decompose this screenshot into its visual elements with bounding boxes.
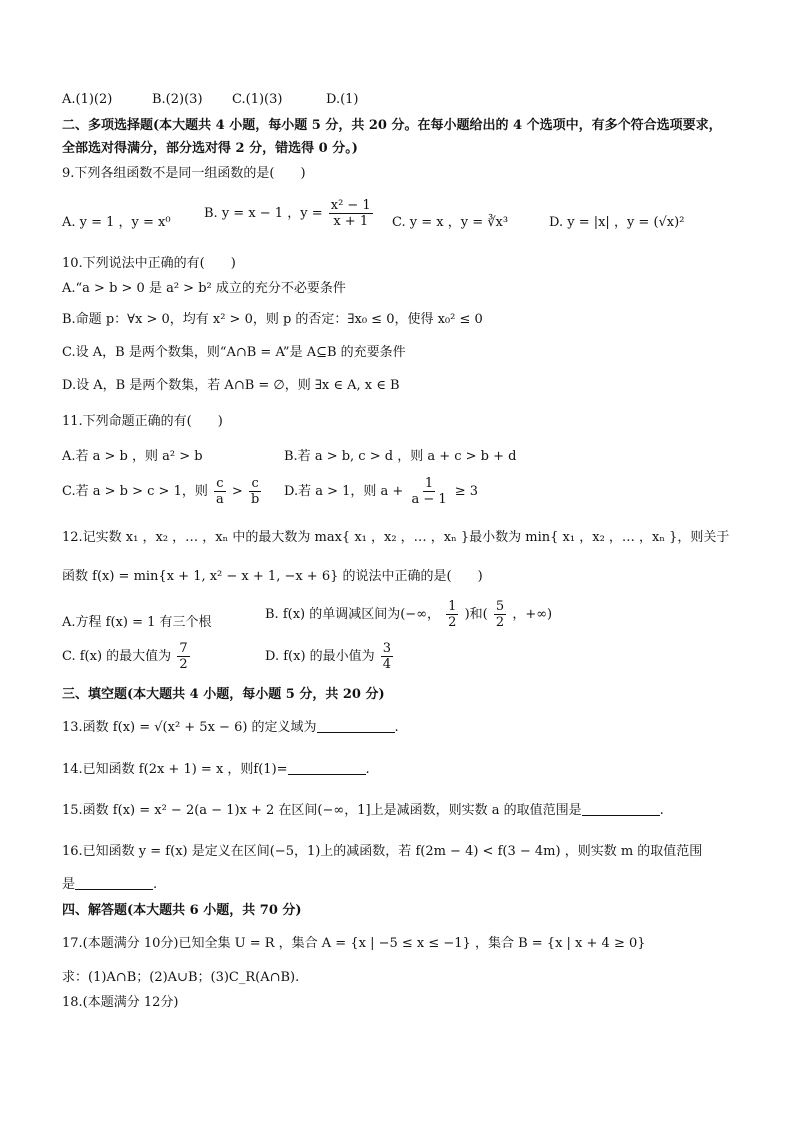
q13-text: 13.函数 f(x) = √(x² + 5x − 6) 的定义域为 [62, 720, 317, 735]
q12-d-prefix: D. f(x) 的最小值为 [265, 649, 375, 664]
q11-c-frac2-den: b [250, 492, 260, 507]
q16-line2 [62, 876, 157, 894]
q8-option-c: C.(1)(3) [232, 92, 283, 107]
q9-option-b [204, 198, 375, 229]
q12-c-num: 7 [179, 641, 188, 656]
q16-answer-blank[interactable] [75, 877, 153, 890]
q15-answer-blank[interactable] [582, 803, 660, 816]
q12-d-den: 4 [382, 657, 392, 672]
q9-b-denominator: x + 1 [333, 214, 369, 229]
q11-option-d [284, 476, 478, 507]
q10-option-b: B.命题 p：∀x > 0，均有 x² > 0，则 p 的否定：∃x₀ ≤ 0，使得 x₀² ≤ 0 [62, 312, 483, 327]
q12-stem-line2: 函数 f(x) = min{x + 1, x² − x + 1, −x + 6} 的说法中正确的是( ) [62, 569, 483, 584]
q12-b-frac2-den: 2 [495, 615, 505, 630]
q12-option-c [62, 641, 192, 672]
q9-b-numerator: x² − 1 [330, 198, 371, 213]
q8-option-b: B.(2)(3) [152, 92, 203, 107]
q11-option-b: B.若 a > b, c > d ，则 a + c > b + d [284, 449, 517, 464]
q11-option-c-prefix: C.若 a > b > c > 1，则 [62, 484, 208, 499]
q11-d-fraction [409, 476, 448, 507]
section2-title-line2: 全部选对得满分，部分选对得 2 分，错选得 0 分。) [62, 141, 358, 156]
q9-option-c: C. y = x ，y = ∛x³ [392, 215, 509, 230]
q11-d-num: 1 [424, 476, 434, 491]
q12-b-frac1-num: 1 [448, 599, 457, 614]
q11-option-d-prefix: D.若 a > 1，则 a + [284, 484, 404, 499]
q14-text: 14.已知函数 f(2x + 1) = x ，则f(1)= [62, 762, 288, 777]
q9-option-b-fraction [329, 198, 373, 229]
q14-end: . [365, 762, 370, 777]
q11-c-fraction-1 [214, 476, 226, 507]
q10-stem: 10.下列说法中正确的有( ) [62, 256, 236, 271]
q15 [62, 802, 664, 820]
q15-end: . [659, 803, 664, 818]
q11-c-relation: > [231, 484, 243, 499]
q9-stem: 9.下列各组函数不是同一组函数的是( ) [62, 166, 306, 181]
q10-option-a: A.“a > b > 0 是 a² > b² 成立的充分不必要条件 [62, 281, 346, 296]
q12-option-b [265, 599, 552, 630]
section4-title: 四、解答题(本大题共 6 小题，共 70 分) [62, 903, 302, 918]
q12-option-d [265, 641, 395, 672]
q12-c-fraction [177, 641, 189, 672]
q8-option-a: A.(1)(2) [62, 92, 113, 107]
q11-c-frac1-num: c [216, 476, 224, 491]
q12-c-prefix: C. f(x) 的最大值为 [62, 649, 172, 664]
section3-title: 三、填空题(本大题共 4 小题，每小题 5 分，共 20 分) [62, 687, 385, 702]
q12-b-fraction-2 [494, 599, 506, 630]
q10-option-c: C.设 A，B 是两个数集，则“A∩B = A”是 A⊆B 的充要条件 [62, 345, 406, 360]
q11-c-frac1-den: a [216, 492, 224, 507]
q12-b-mid: )和( [464, 607, 488, 622]
q12-b-fraction-1 [446, 599, 458, 630]
q13 [62, 719, 399, 737]
q8-option-d: D.(1) [326, 92, 359, 107]
q11-d-suffix: ≥ 3 [454, 484, 479, 499]
q11-c-frac2-num: c [251, 476, 259, 491]
q16-line2-text: 是 [62, 877, 76, 892]
q11-c-fraction-2 [249, 476, 261, 507]
q11-stem: 11.下列命题正确的有( ) [62, 414, 223, 429]
q12-b-prefix: B. f(x) 的单调减区间为(−∞， [265, 607, 441, 622]
q12-c-den: 2 [179, 657, 188, 672]
q12-option-a: A.方程 f(x) = 1 有三个根 [62, 615, 212, 630]
q12-d-fraction [381, 641, 393, 672]
q12-stem-line1: 12.记实数 x₁ ，x₂ ，… ，xₙ 中的最大数为 max{ x₁ ，x₂ ，… ，xₙ }最小数为 min{ x₁ ，x₂ ，… ，xₙ }，则关于 [62, 530, 730, 545]
q13-answer-blank[interactable] [317, 720, 395, 733]
q16-line1: 16.已知函数 y = f(x) 是定义在区间(−5，1)上的减函数，若 f(2m − 4) < f(3 − 4m) ，则实数 m 的取值范围 [62, 844, 703, 859]
q9-option-b-prefix: B. y = x − 1 ，y = [204, 206, 323, 221]
q10-option-d: D.设 A，B 是两个数集，若 A∩B = ∅，则 ∃x ∈ A, x ∈ B [62, 378, 400, 393]
q14-answer-blank[interactable] [288, 762, 366, 775]
q11-d-den: a − 1 [411, 492, 447, 507]
q17-line2: 求：(1)A∩B；(2)A∪B；(3)C_R(A∩B). [62, 970, 300, 985]
q12-b-suffix: ，+∞) [512, 607, 553, 622]
q18-line1: 18.(本题满分 12分) [62, 995, 179, 1010]
q11-option-a: A.若 a > b ，则 a² > b [62, 449, 203, 464]
q15-text: 15.函数 f(x) = x² − 2(a − 1)x + 2 在区间(−∞，1]上是减函数，则实数 a 的取值范围是 [62, 803, 582, 818]
q9-option-d: D. y = |x| ，y = (√x)² [549, 215, 685, 230]
q14 [62, 761, 370, 779]
q17-line1: 17.(本题满分 10分)已知全集 U = R ，集合 A = {x | −5 ≤ x ≤ −1} ，集合 B = {x | x + 4 ≥ 0} [62, 936, 646, 951]
q11-option-c [62, 476, 263, 507]
section2-title-line1: 二、多项选择题(本大题共 4 小题，每小题 5 分，共 20 分。在每小题给出的 4 个选项中，有多个符合选项要求， [62, 118, 722, 133]
q9-option-a: A. y = 1 ，y = x⁰ [62, 215, 171, 230]
q12-b-frac2-num: 5 [495, 599, 505, 614]
q12-b-frac1-den: 2 [448, 615, 457, 630]
q13-end: . [394, 720, 399, 735]
q16-end: . [153, 877, 158, 892]
q12-d-num: 3 [382, 641, 392, 656]
